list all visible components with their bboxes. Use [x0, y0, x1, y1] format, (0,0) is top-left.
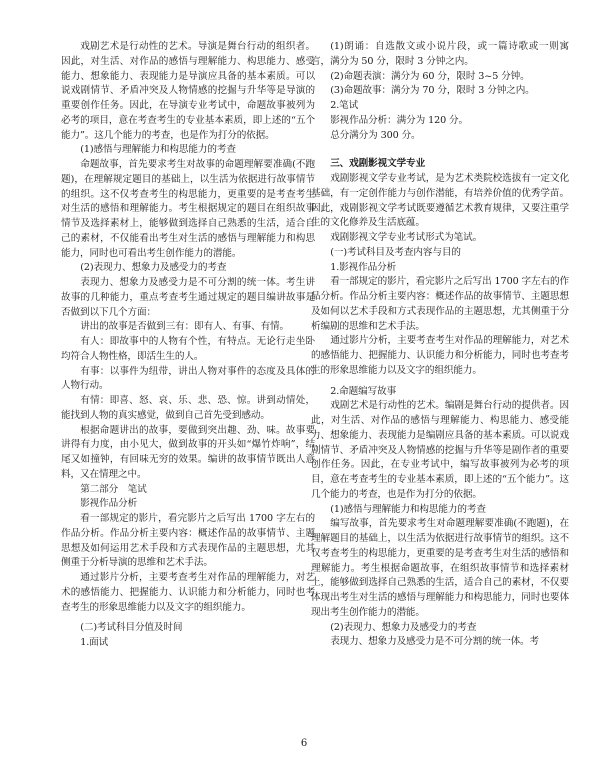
paragraph: 表现力、想象力及感受力是不可分割的统一体。考生讲故事的几种能力，重点考查考生通过规定的题目编讲故事是否做到以下几个方面：	[61, 277, 315, 318]
subheading: 第二部分 笔试	[80, 483, 147, 495]
paragraph: 有事：以事件为纽带，讲出人物对事件的态度及具体的人物行动。	[61, 365, 315, 392]
paragraph: 命题故事，首先要求考生对故事的命题理解要准确(不跑题)，在理解规定题目的基础上，以生活为依据进行故事情节的组织。这不仅考查考生的构思能力，更重要的是考查考生对生活的感悟和理解能力。考生根据规定的题目在组织故事情节及选择素材上，能够做到选择自己熟悉的生活，适合自己的素材，不仅能看出考生对生活的感悟与理解能力和构思能力，同时也可看出考生创作能力的潜能。	[61, 159, 315, 259]
paragraph: 编写故事，首先要求考生对命题理解要准确(不跑题)，在理解题目的基础上，以生活为依据进行故事情节的组织。这不仅考查考生的构思能力，更重要的是考查考生对生活的感悟和理解能力。考生根据命题故事，在组织故事情节和选择素材上，能够做到选择自己熟悉的生活，适合自己的素材，不仅要体现出考生对生活的感悟与理解能力和构思能力，同时也要体现出考生创作能力的潜能。	[311, 518, 569, 618]
paragraph: 戏剧艺术是行动性的艺术。编剧是舞台行动的提供者。因此，对生活、对作品的感悟与理解能力、构思能力、感受能力、想象能力、表现能力是编剧应具备的基本素质。可以说戏剧情节、矛盾冲突及人物情感的挖掘与升华等是剧作者的重要创作任务。因此，在专业考试中，编写故事被列为必考的项目，意在考查考生的专业基本素质，即上述的“五个能力”。这几个能力的考查，也是作为打分的依据。	[311, 400, 569, 500]
section-heading: 三、戏剧影视文学专业	[330, 158, 426, 170]
paragraph: (2)命题表演：满分为 60 分，限时 3~5 分钟。	[330, 70, 530, 82]
subheading: 1.影视作品分析	[330, 261, 397, 273]
paragraph: (1)朗诵：自选散文或小说片段，或一篇诗歌或一则寓言，满分为 50 分，限时 3 分钟之内。	[311, 41, 569, 67]
subheading: (2)表现力、想象力及感受力的考查	[80, 262, 227, 274]
paragraph: 通过影片分析，主要考查考生对作品的理解能力，对艺术的感悟能力、把握能力、认识能力和分析能力，同时也考查考生的形象思维能力以及文字的组织能力。	[311, 335, 569, 376]
paragraph: 看一部规定的影片，看完影片之后写出 1700 字左右的作品分析。作品分析主要内容：概述作品的故事情节、主题思想及如何以艺术手段和方式表现作品的主题思想，尤其侧重于分析编剧的思维和艺术手法。	[311, 276, 569, 332]
paragraph: (3)命题故事：满分为 70 分，限时 3 分钟之内。	[330, 85, 535, 97]
left-column	[61, 40, 315, 651]
subheading: (1)感悟与理解能力和构思能力的考查	[80, 144, 236, 156]
paragraph: 通过影片分析，主要考查考生对作品的理解能力，对艺术的感悟能力、把握能力、认识能力和分析能力，同时也考查考生的形象思维能力以及文字的组织能力。	[61, 572, 315, 613]
paragraph: 有情：即喜、怒、哀、乐、悲、恐、惊。讲到动情处，能找到人物的真实感觉，做到自己首先受到感动。	[61, 395, 315, 421]
right-column	[311, 40, 569, 650]
spacer	[311, 143, 569, 157]
paragraph: 看一部规定的影片，看完影片之后写出 1700 字左右的作品分析。作品分析主要内容：概述作品的故事情节、主题思想及如何运用艺术手段和方式表现作品的主题思想，尤其侧重于分析导演的思维和艺术手法。	[61, 513, 315, 569]
paragraph: 总分满分为 300 分。	[330, 129, 421, 141]
paragraph: 表现力、想象力及感受力是不可分割的统一体。考	[330, 636, 540, 648]
subheading: (一)考试科目及考查内容与目的	[330, 246, 461, 258]
paragraph: 讲出的故事是否做到三有：即有人、有事、有情。	[80, 321, 290, 333]
subheading: (二)考试科目分值及时间	[80, 622, 183, 634]
paragraph: 影视作品分析：满分为 120 分。	[330, 114, 469, 126]
subheading: 2.笔试	[330, 100, 359, 111]
subheading: (2)表现力、想象力及感受力的考查	[330, 621, 477, 633]
subheading: 1.面试	[80, 637, 109, 648]
page-number: 6	[300, 738, 308, 749]
paragraph: 有人：即故事中的人物有个性，有特点。无论行走坐卧均符合人物性格，即活生生的人。	[61, 336, 315, 362]
subheading: 2.命题编写故事	[330, 385, 397, 397]
paragraph: 戏剧影视文学专业考试，是为艺术类院校选拔有一定文化基础，有一定创作能力与创作潜能，有培养价值的优秀学苗。因此，戏剧影视文学考试既要遵循艺术教育规律，又要注重学生的文化修养及生活底蕴。	[311, 173, 569, 229]
paragraph: 戏剧影视文学专业考试形式为笔试。	[330, 232, 483, 243]
paragraph: 戏剧艺术是行动性的艺术。导演是舞台行动的组织者。因此，对生活、对作品的感悟与理解能力、构思能力、感受能力、想象能力、表现能力是导演应具备的基本素质。可以说戏剧情节、矛盾冲突及人物情感的挖掘与升华等是导演的重要创作任务。因此，在导演专业考试中，命题故事被列为必考的项目，意在考查考生的专业基本素质，即上述的“五个能力”。这几个能力的考查，也是作为打分的依据。	[61, 41, 315, 141]
subheading: 影视作品分析	[80, 498, 138, 510]
subheading: (1)感悟与理解能力和构思能力的考查	[330, 503, 486, 515]
paragraph: 根据命题讲出的故事，要做到突出趣、劲、味。故事要讲得有力度，由小见大，做到故事的开头如“爆竹炸响”，结尾又如撞钟，有回味无穷的效果。编讲的故事情节既出人意料，又在情理之中。	[61, 424, 315, 480]
